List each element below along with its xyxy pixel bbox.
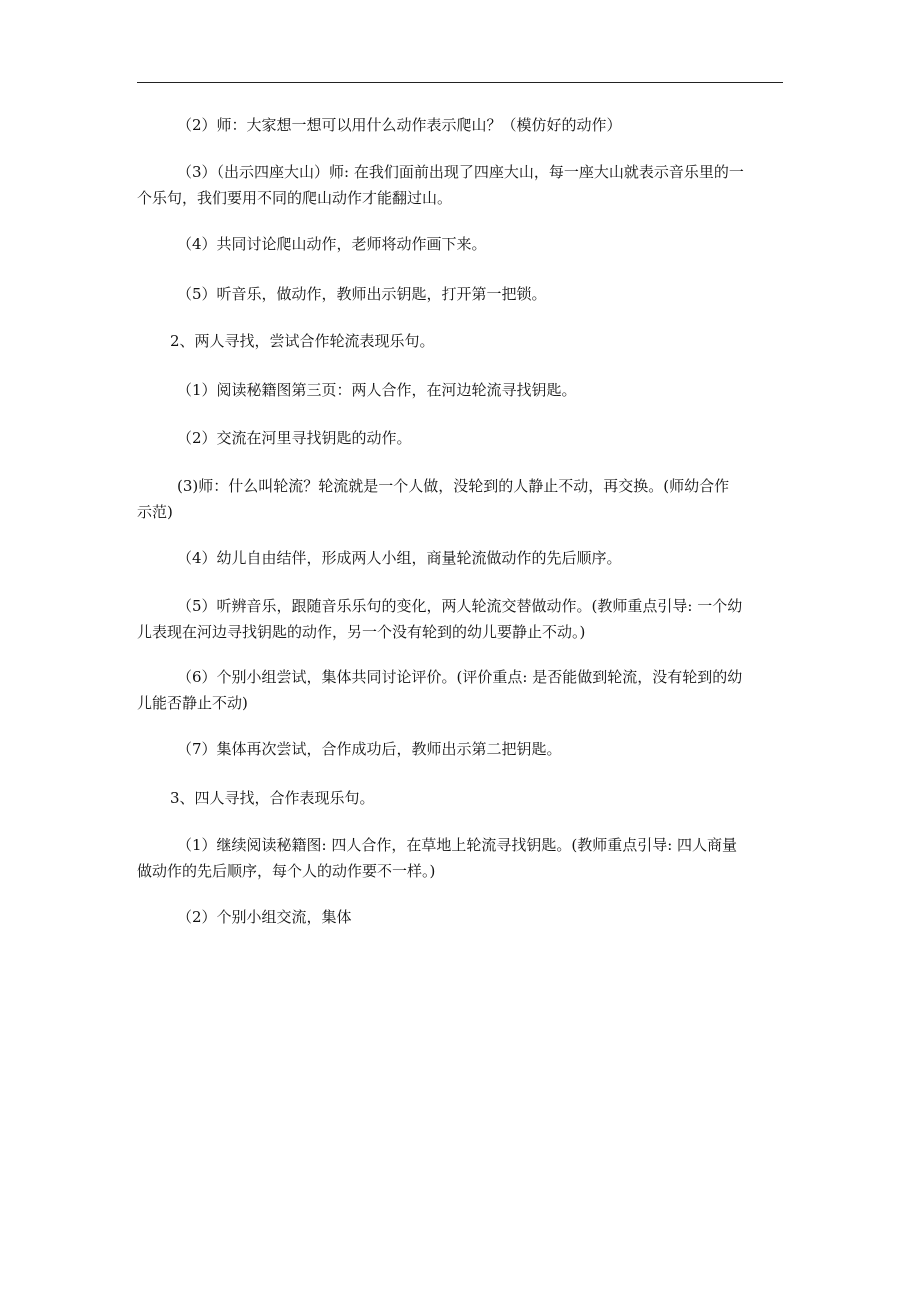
paragraph-11 [137,664,783,716]
text-line: 示范) [137,503,173,521]
paragraph-13 [137,785,783,811]
paragraph-6 [137,377,783,403]
text-line: （7）集体再次尝试，合作成功后，教师出示第二把钥匙。 [177,740,562,758]
text-line: （1）阅读秘籍图第三页：两人合作，在河边轮流寻找钥匙。 [177,381,577,399]
text-line: （2）师：大家想一想可以用什么动作表示爬山？（模仿好的动作） [177,116,622,134]
paragraph-10 [137,593,783,645]
paragraph-4 [137,281,783,307]
paragraph-7 [137,425,783,451]
text-line: （5）听音乐，做动作，教师出示钥匙，打开第一把锁。 [177,285,547,303]
paragraph-1 [137,112,783,138]
paragraph-9 [137,545,783,571]
text-line: 儿表现在河边寻找钥匙的动作，另一个没有轮到的幼儿要静止不动。) [137,623,586,641]
text-line: 儿能否静止不动) [137,694,248,712]
paragraph-3 [137,231,783,257]
text-line: （4）幼儿自由结伴，形成两人小组，商量轮流做动作的先后顺序。 [177,549,622,567]
text-line: （1）继续阅读秘籍图: 四人合作，在草地上轮流寻找钥匙。(教师重点引导: 四人商量 [177,836,738,854]
paragraph-15 [137,904,783,930]
paragraph-8 [137,473,783,525]
text-line: （2）交流在河里寻找钥匙的动作。 [177,429,412,447]
paragraph-14 [137,832,783,884]
paragraph-5 [137,328,783,354]
text-line: （3）（出示四座大山）师: 在我们面前出现了四座大山，每一座大山就表示音乐里的一 [177,163,744,181]
text-line: （6）个别小组尝试，集体共同讨论评价。(评价重点: 是否能做到轮流，没有轮到的幼 [177,668,743,686]
header-rule [137,82,783,83]
text-line: （5）听辨音乐，跟随音乐乐句的变化，两人轮流交替做动作。(教师重点引导: 一个幼 [177,597,743,615]
paragraph-12 [137,736,783,762]
paragraph-2 [137,159,783,211]
text-line: （2）个别小组交流，集体 [177,908,352,926]
text-line: (3)师：什么叫轮流？轮流就是一个人做，没轮到的人静止不动，再交换。(师幼合作 [177,477,730,495]
text-line: 做动作的先后顺序，每个人的动作要不一样。) [137,862,436,880]
text-line: （4）共同讨论爬山动作，老师将动作画下来。 [177,235,487,253]
text-line: 个乐句，我们要用不同的爬山动作才能翻过山。 [137,189,453,207]
text-line: 2、两人寻找，尝试合作轮流表现乐句。 [170,332,435,350]
text-line: 3、四人寻找，合作表现乐句。 [170,789,375,807]
